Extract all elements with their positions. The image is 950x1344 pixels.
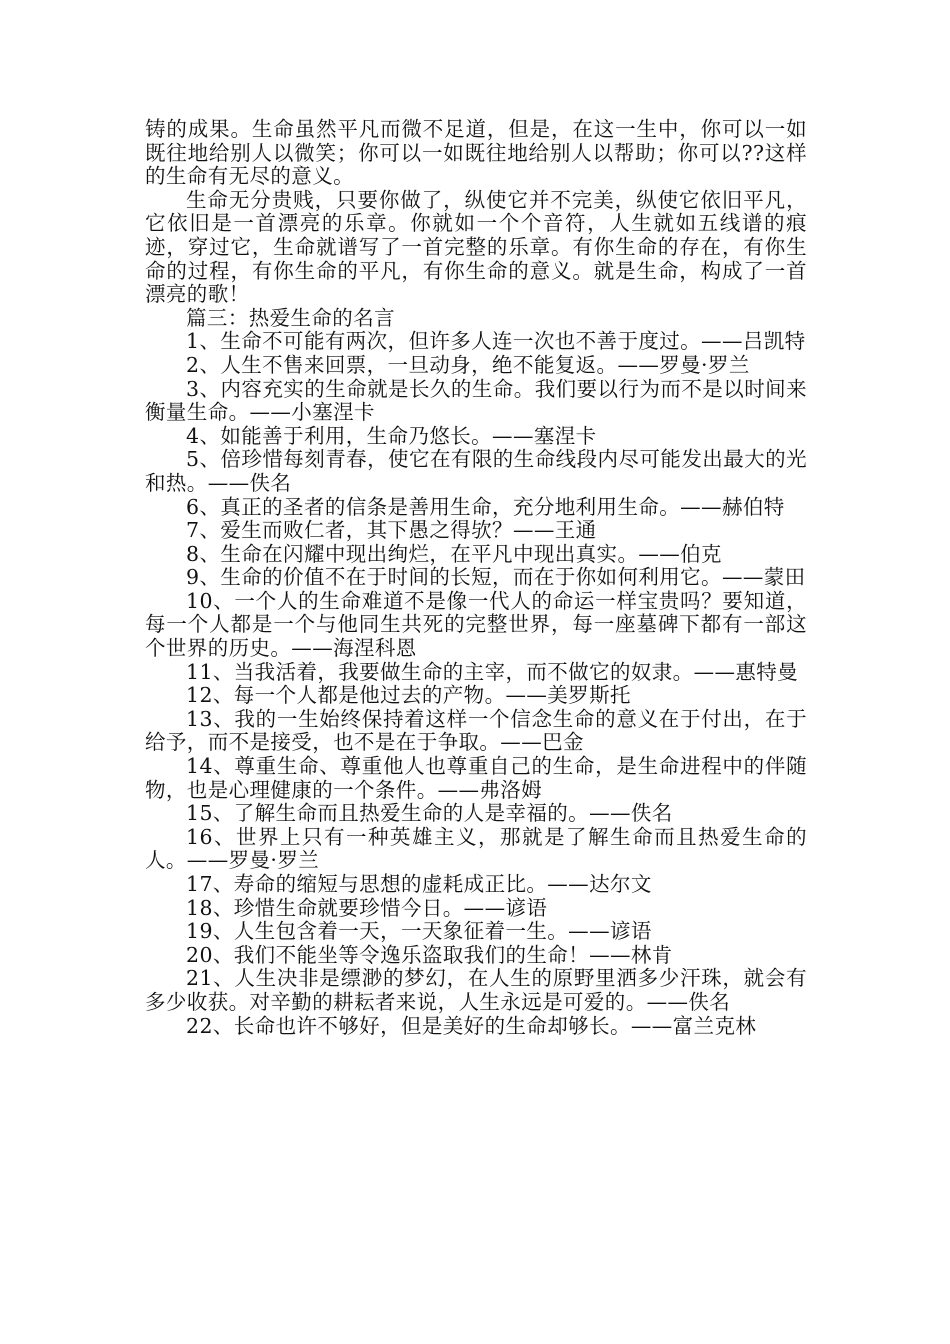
- section-heading: 篇三：热爱生命的名言: [186, 305, 395, 330]
- quote-item: 6、真正的圣者的信条是善用生命，充分地利用生命。——赫伯特: [186, 494, 785, 519]
- quote-item: 13、我的一生始终保持着这样一个信念生命的意义在于付出，在于给予，而不是接受，也不是在于争取。——巴金: [145, 706, 807, 755]
- quote-item: 22、长命也许不够好，但是美好的生命却够长。——富兰克林: [186, 1013, 757, 1038]
- quote-item: 17、寿命的缩短与思想的虚耗成正比。——达尔文: [186, 872, 652, 896]
- quote-item: 16、世界上只有一种英雄主义，那就是了解生命而且热爱生命的人。——罗曼·罗兰: [145, 824, 807, 873]
- quote-item: 10、一个人的生命难道不是像一代人的命运一样宝贵吗？要知道，每一个人都是一个与他同生共死的完整世界，每一座墓碑下都有一部这个世界的历史。——海涅科恩: [145, 588, 807, 661]
- quote-item: 4、如能善于利用，生命乃悠长。——塞涅卡: [186, 423, 597, 448]
- document-body: [145, 118, 807, 1038]
- quote-item: 9、生命的价值不在于时间的长短，而在于你如何利用它。——蒙田: [186, 565, 806, 590]
- quote-item: 21、人生决非是缥渺的梦幻，在人生的原野里洒多少汗珠，就会有多少收获。对辛勤的耕耘者来说，人生永远是可爱的。——佚名: [145, 966, 807, 1014]
- quote-item: 7、爱生而败仁者，其下愚之得欤？——王通: [186, 518, 597, 543]
- quote-item: 8、生命在闪耀中现出绚烂，在平凡中现出真实。——伯克: [186, 541, 722, 566]
- quote-item: 2、人生不售来回票，一旦动身，绝不能复返。——罗曼·罗兰: [186, 352, 750, 377]
- paragraph-continuation: 铸的成果。生命虽然平凡而微不足道，但是，在这一生中，你可以一如既往地给别人以微笑；你可以一如既往地给别人以帮助；你可以??这样的生命有无尽的意义。: [145, 117, 807, 189]
- quote-item: 1、生命不可能有两次，但许多人连一次也不善于度过。——吕凯特: [186, 329, 806, 354]
- quote-item: 5、倍珍惜每刻青春，使它在有限的生命线段内尽可能发出最大的光和热。——佚名: [145, 447, 807, 495]
- quote-item: 20、我们不能坐等令逸乐盗取我们的生命！——林肯: [186, 942, 673, 967]
- quote-item: 12、每一个人都是他过去的产物。——美罗斯托: [186, 683, 631, 708]
- quote-item: 15、了解生命而且热爱生命的人是幸福的。——佚名: [186, 801, 673, 826]
- paragraph-life-music: 生命无分贵贱，只要你做了，纵使它并不完美，纵使它依旧平凡，它依旧是一首漂亮的乐章。你就如一个个音符，人生就如五线谱的痕迹，穿过它，生命就谱写了一首完整的乐章。有你生命的存在，有你生命的过程，有你生命的平凡，有你生命的意义。就是生命，构成了一首漂亮的歌！: [145, 187, 807, 307]
- quote-item: 11、当我活着，我要做生命的主宰，而不做它的奴隶。——惠特曼: [186, 659, 799, 684]
- quote-item: 18、珍惜生命就要珍惜今日。——谚语: [186, 895, 548, 920]
- quote-item: 14、尊重生命、尊重他人也尊重自己的生命，是生命进程中的伴随物，也是心理健康的一个条件。——弗洛姆: [145, 754, 807, 802]
- quote-item: 3、内容充实的生命就是长久的生命。我们要以行为而不是以时间来衡量生命。——小塞涅卡: [145, 376, 807, 425]
- quote-item: 19、人生包含着一天，一天象征着一生。——谚语: [186, 919, 652, 944]
